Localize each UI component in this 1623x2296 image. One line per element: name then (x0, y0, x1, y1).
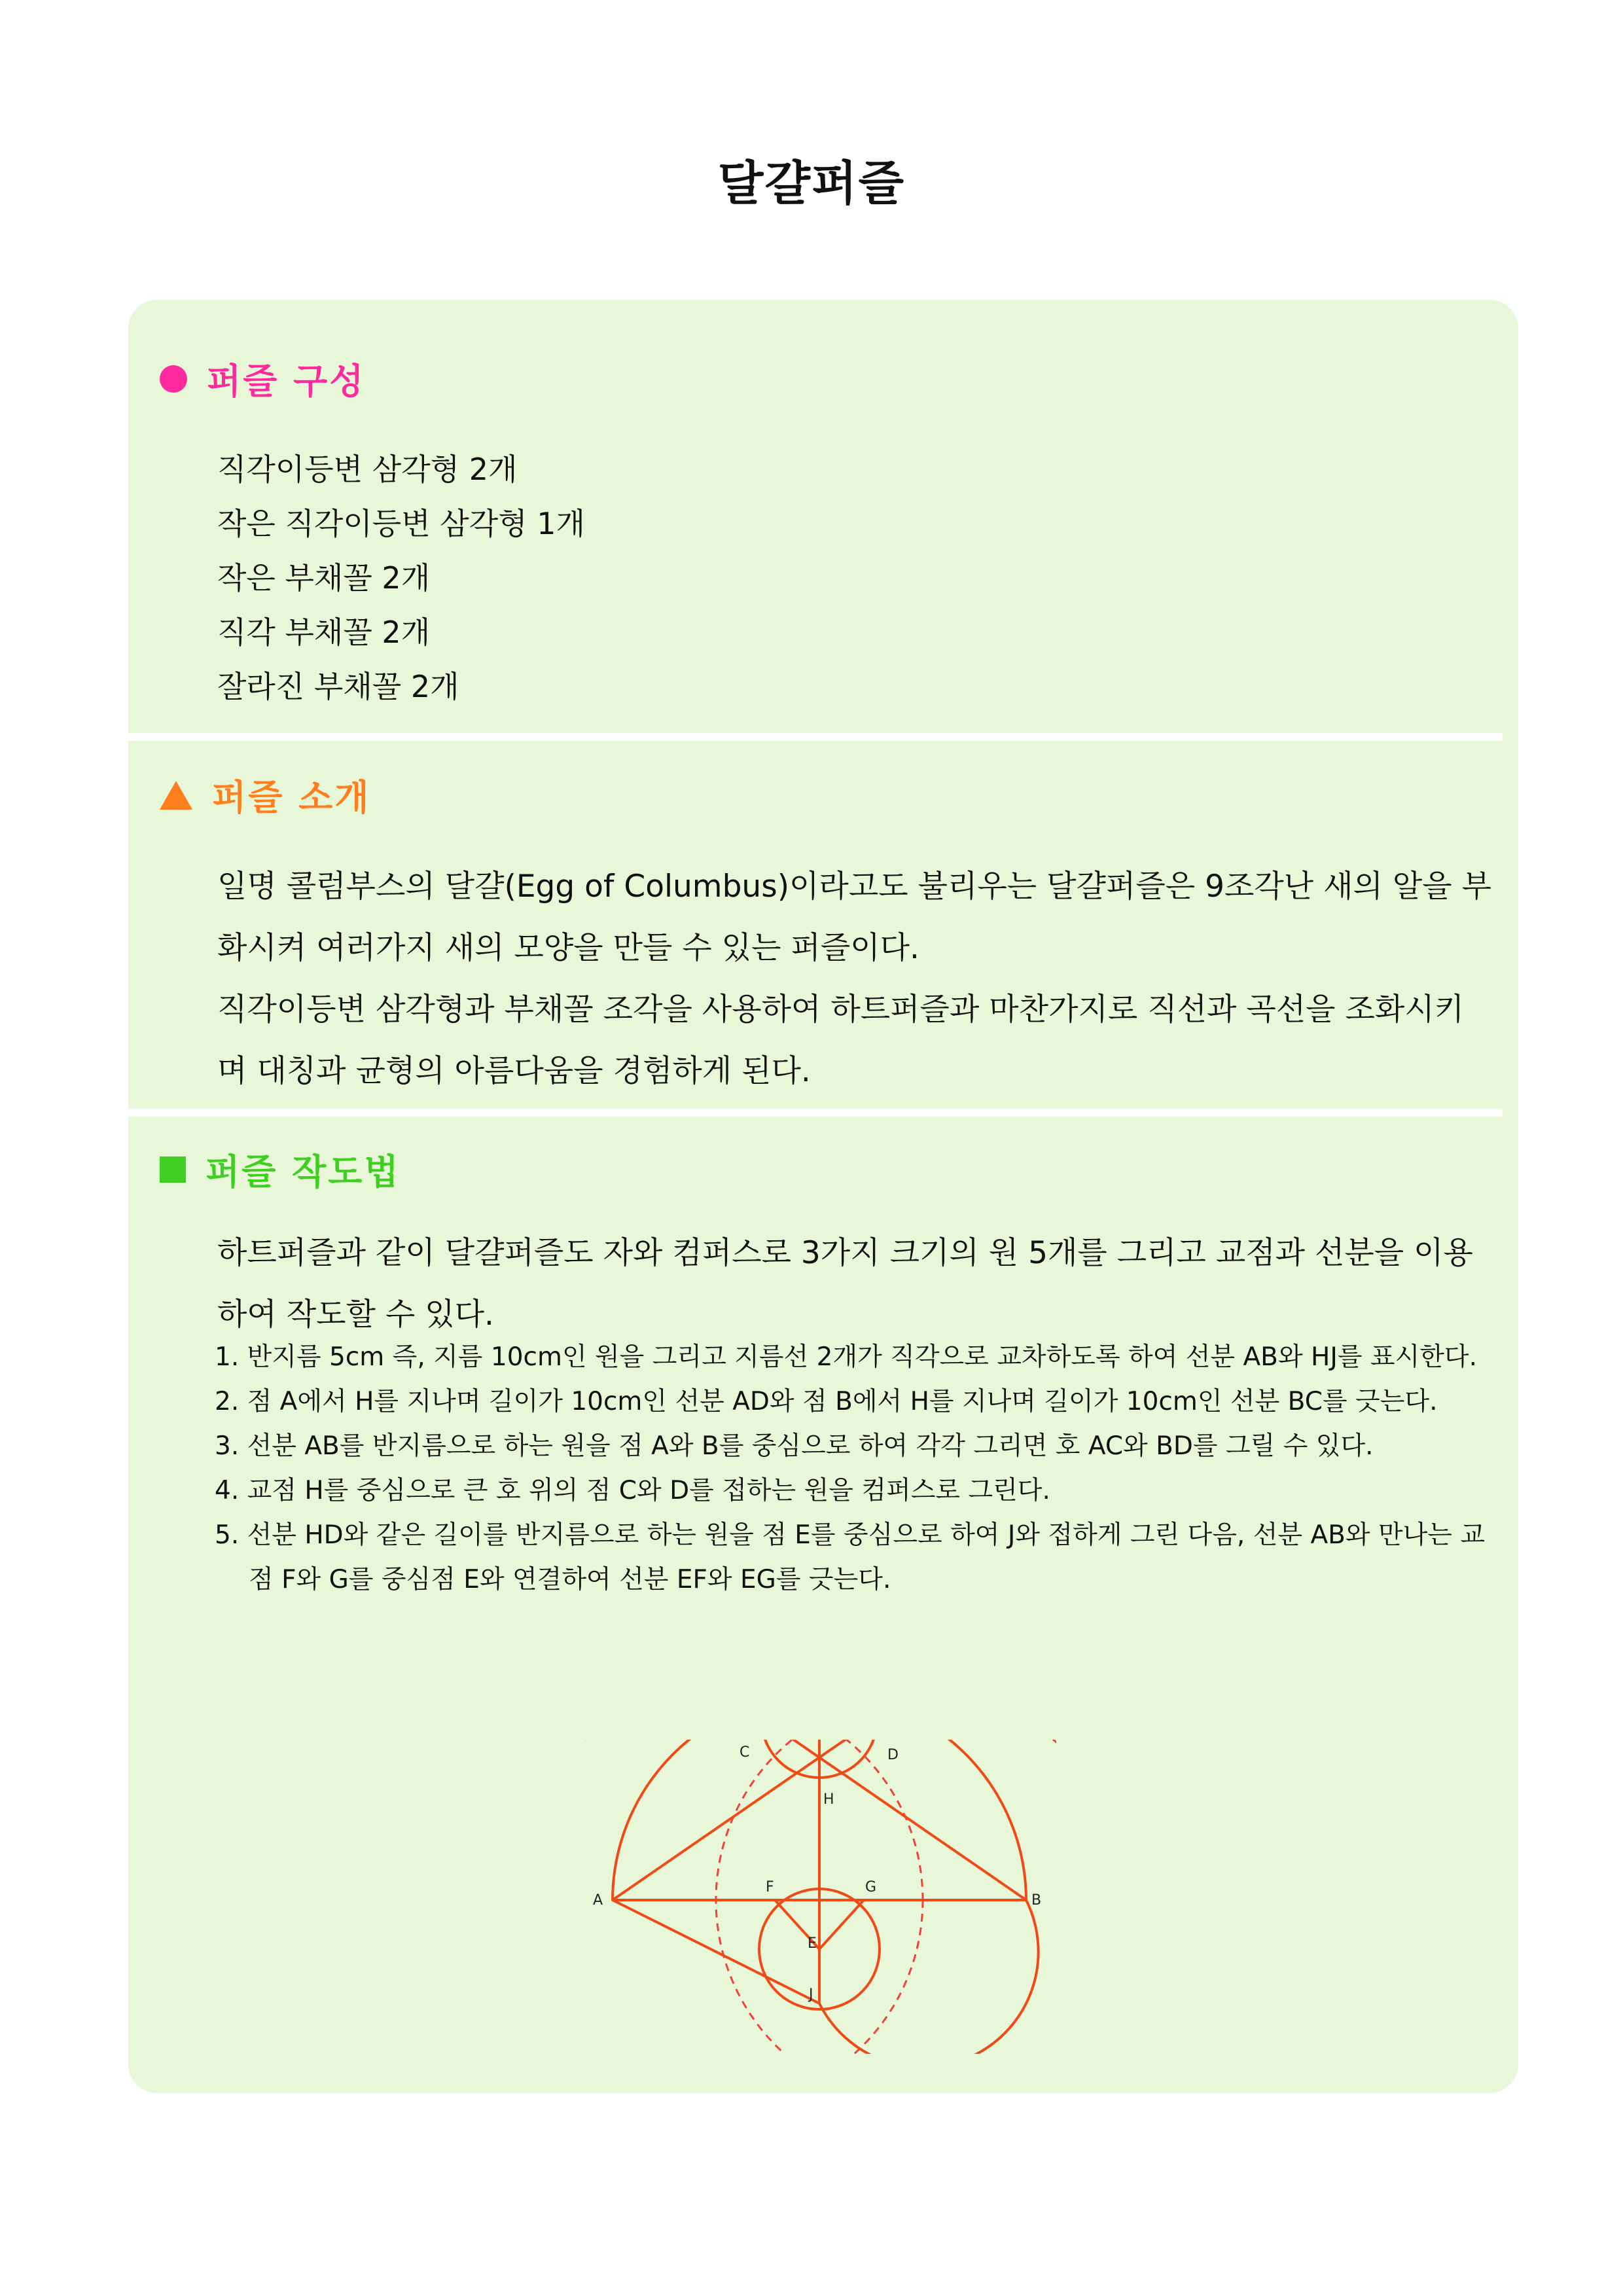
point-label-c: C (740, 1744, 750, 1761)
content-panel (128, 300, 1518, 2093)
egg-outline (613, 1740, 1042, 2054)
step-item: 5. 선분 HD와 같은 길이를 반지름으로 하는 원을 점 E를 중심으로 하여 J와 접하게 그린 다음, 선분 AB와 만나는 교점 F와 G를 중심점 E와 연결하여 선분 EF와 EG를 긋는다. (215, 1520, 1486, 1594)
dashed-circle-center-a (585, 1740, 923, 2054)
point-label-h: H (823, 1791, 834, 1808)
section-heading-label: 퍼즐 구성 (207, 361, 366, 402)
list-item: 작은 직각이등변 삼각형 1개 (217, 506, 585, 541)
point-label-g: G (865, 1879, 877, 1895)
list-item: 직각 부채꼴 2개 (217, 615, 431, 650)
step-item: 4. 교점 H를 중심으로 큰 호 위의 점 C와 D를 접하는 원을 컴퍼스로 그린다. (215, 1476, 1050, 1505)
pink-circle-bullet-icon (160, 365, 187, 393)
intro-paragraph: 직각이등변 삼각형과 부채꼴 조각을 사용하여 하트퍼즐과 마찬가지로 직선과 곡선을 조화시키며 대칭과 균형의 아름다움을 경험하게 된다. (217, 992, 1465, 1089)
point-label-a: A (593, 1892, 603, 1909)
intro-paragraph: 일명 콜럼부스의 달걀(Egg of Columbus)이라고도 불리우는 달걀퍼즐은 9조각난 새의 알을 부화시켜 여러가지 새의 모양을 만들 수 있는 퍼즐이다. (217, 869, 1492, 966)
page-title: 달걀퍼즐 (717, 156, 906, 211)
segment-bc (746, 1740, 1026, 1900)
section-divider (128, 1109, 1503, 1117)
step-item: 2. 점 A에서 H를 지나며 길이가 10cm인 선분 AD와 점 B에서 H를 지나며 길이가 10cm인 선분 BC를 긋는다. (215, 1387, 1438, 1416)
piece-list (217, 442, 585, 714)
point-label-j: J (809, 1986, 813, 2003)
list-item: 잘라진 부채꼴 2개 (217, 669, 459, 704)
section-heading-label: 퍼즐 작도법 (205, 1151, 401, 1193)
list-item: 작은 부채꼴 2개 (217, 560, 431, 596)
construction-steps (215, 1335, 1504, 1602)
list-item: 직각이등변 삼각형 2개 (217, 452, 518, 487)
section-heading-method (160, 1144, 401, 1194)
step-item: 3. 선분 AB를 반지름으로 하는 원을 점 A와 B를 중심으로 하여 각각 그리면 호 AC와 BD를 그릴 수 있다. (215, 1431, 1374, 1461)
point-label-d: D (887, 1747, 899, 1763)
section-divider (128, 733, 1503, 741)
intro-text (217, 856, 1493, 1102)
dashed-circle-center-b (716, 1740, 1056, 2054)
section-heading-composition (160, 353, 365, 404)
orange-triangle-bullet-icon (160, 781, 192, 810)
step-item: 1. 반지름 5cm 즉, 지름 10cm인 원을 그리고 지름선 2개가 직각으로 교차하도록 하여 선분 AB와 HJ를 표시한다. (215, 1342, 1478, 1372)
green-square-bullet-icon (160, 1157, 186, 1183)
method-lead-text: 하트퍼즐과 같이 달걀퍼즐도 자와 컴퍼스로 3가지 크기의 원 5개를 그리고 교점과 선분을 이용하여 작도할 수 있다. (217, 1235, 1473, 1333)
point-label-f: F (766, 1879, 774, 1895)
section-heading-label: 퍼즐 소개 (212, 777, 371, 818)
segment-eg (819, 1900, 864, 1949)
section-heading-intro (160, 770, 370, 820)
segment-ad (613, 1740, 893, 1900)
egg-construction-diagram (585, 1740, 1056, 2054)
point-label-e: E (808, 1935, 817, 1952)
point-label-b: B (1031, 1892, 1042, 1909)
